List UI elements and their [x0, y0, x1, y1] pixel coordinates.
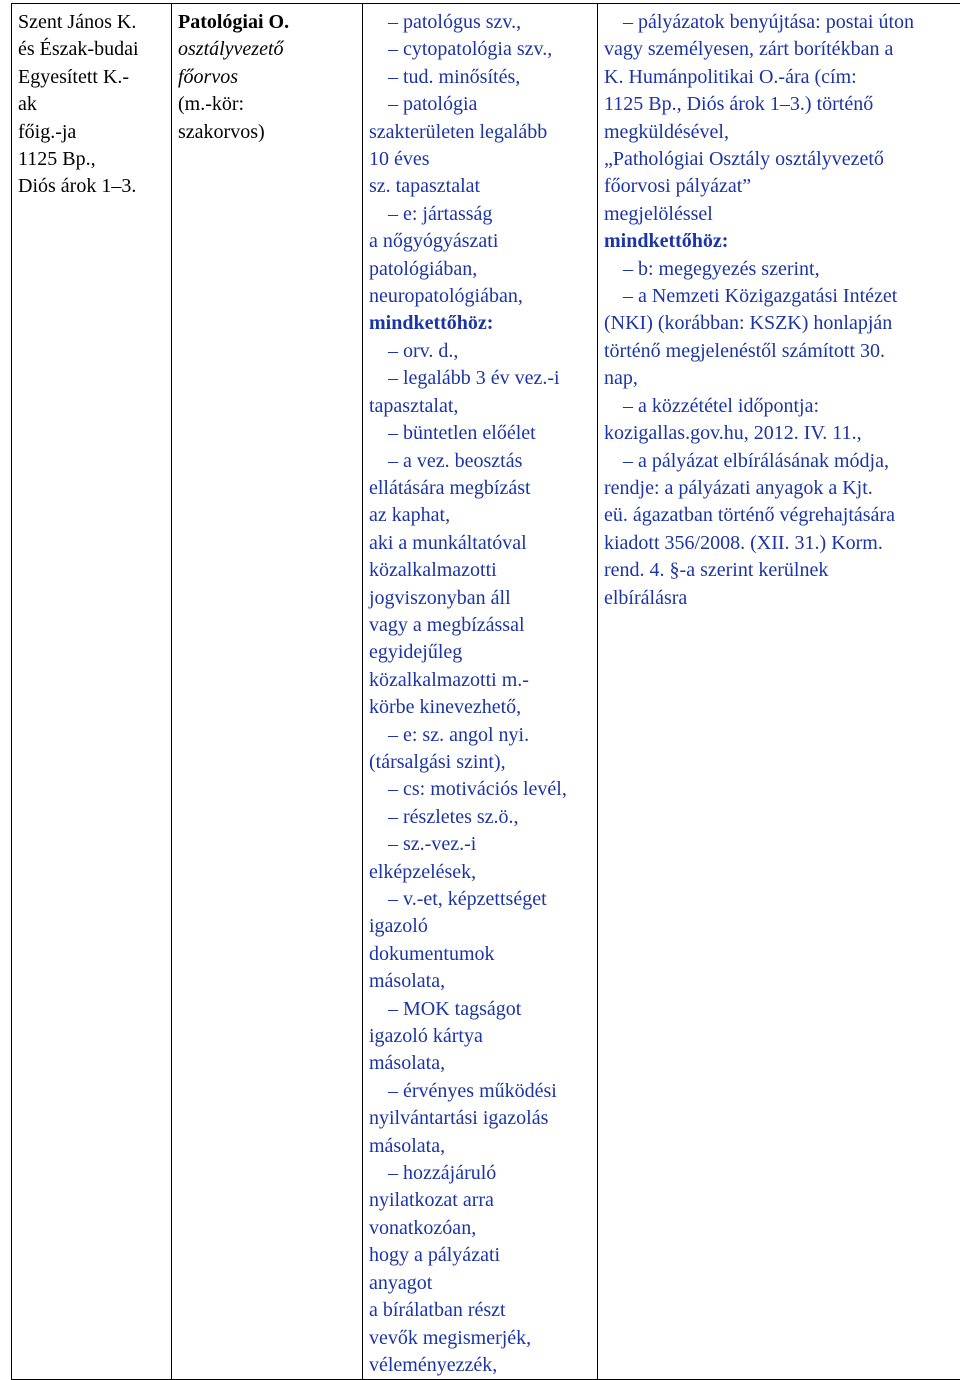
application-line: rendje: a pályázati anyagok a Kjt.: [604, 475, 959, 502]
requirement-line: vevők megismerjék,: [369, 1325, 591, 1352]
position-role-line-2: főorvos: [178, 64, 356, 91]
application-line: eü. ágazatban történő végrehajtására: [604, 502, 959, 529]
requirement-line: egyidejűleg: [369, 639, 591, 666]
requirement-line: – MOK tagságot: [369, 996, 591, 1023]
application-line: – a pályázat elbírálásának módja,: [604, 448, 959, 475]
application-details: [604, 9, 959, 612]
requirement-line: ellátására megbízást: [369, 475, 591, 502]
requirement-line: vonatkozóan,: [369, 1215, 591, 1242]
position-kor-line-2: szakorvos): [178, 119, 356, 146]
requirement-line: 10 éves: [369, 146, 591, 173]
application-cell: [598, 4, 960, 1380]
requirement-line: a bírálatban részt: [369, 1297, 591, 1324]
requirement-line: – részletes sz.ö.,: [369, 804, 591, 831]
department-title: Patológiai O.: [178, 9, 356, 36]
requirement-line: – e: sz. angol nyi.: [369, 722, 591, 749]
requirement-line: – érvényes működési: [369, 1078, 591, 1105]
requirement-line: mindkettőhöz:: [369, 310, 591, 337]
application-line: nap,: [604, 365, 959, 392]
application-line: megküldésével,: [604, 119, 959, 146]
requirement-line: vagy a megbízással: [369, 612, 591, 639]
application-line: – a Nemzeti Közigazgatási Intézet: [604, 283, 959, 310]
employer-line: és Észak-budai: [18, 36, 165, 63]
application-line: „Pathológiai Osztály osztályvezető: [604, 146, 959, 173]
requirement-line: anyagot: [369, 1270, 591, 1297]
requirement-line: másolata,: [369, 1050, 591, 1077]
application-line: mindkettőhöz:: [604, 228, 959, 255]
requirement-line: nyilvántartási igazolás: [369, 1105, 591, 1132]
employer-line: Egyesített K.-: [18, 64, 165, 91]
requirement-line: – legalább 3 év vez.-i: [369, 365, 591, 392]
requirement-line: közalkalmazotti m.-: [369, 667, 591, 694]
requirement-line: az kaphat,: [369, 502, 591, 529]
application-line: kiadott 356/2008. (XII. 31.) Korm.: [604, 530, 959, 557]
application-line: kozigallas.gov.hu, 2012. IV. 11.,: [604, 420, 959, 447]
requirement-line: – v.-et, képzettséget: [369, 886, 591, 913]
table-row: [12, 4, 960, 1380]
employer-cell: [12, 4, 172, 1380]
employer-line: főig.-ja: [18, 119, 165, 146]
employer-text: [18, 9, 165, 201]
application-line: rend. 4. §-a szerint kerülnek: [604, 557, 959, 584]
requirement-line: jogviszonyban áll: [369, 585, 591, 612]
job-listing-table: [11, 3, 960, 1380]
application-line: történő megjelenéstől számított 30.: [604, 338, 959, 365]
requirement-line: igazoló: [369, 913, 591, 940]
requirement-line: neuropatológiában,: [369, 283, 591, 310]
requirement-line: a nőgyógyászati: [369, 228, 591, 255]
requirement-line: másolata,: [369, 1133, 591, 1160]
requirement-line: tapasztalat,: [369, 393, 591, 420]
requirement-line: (társalgási szint),: [369, 749, 591, 776]
application-line: főorvosi pályázat”: [604, 173, 959, 200]
requirement-line: szakterületen legalább: [369, 119, 591, 146]
requirement-line: elképzelések,: [369, 859, 591, 886]
employer-line: Diós árok 1–3.: [18, 173, 165, 200]
employer-line: 1125 Bp.,: [18, 146, 165, 173]
requirement-line: aki a munkáltatóval: [369, 530, 591, 557]
position-role-line-1: osztályvezető: [178, 36, 356, 63]
requirement-line: – a vez. beosztás: [369, 448, 591, 475]
requirement-line: másolata,: [369, 968, 591, 995]
requirement-line: körbe kinevezhető,: [369, 694, 591, 721]
requirement-line: – orv. d.,: [369, 338, 591, 365]
requirement-line: igazoló kártya: [369, 1023, 591, 1050]
requirement-line: – patológia: [369, 91, 591, 118]
application-line: – a közzététel időpontja:: [604, 393, 959, 420]
application-line: (NKI) (korábban: KSZK) honlapján: [604, 310, 959, 337]
application-line: K. Humánpolitikai O.-ára (cím:: [604, 64, 959, 91]
requirements-cell: [363, 4, 598, 1380]
requirement-line: hogy a pályázati: [369, 1242, 591, 1269]
requirement-line: sz. tapasztalat: [369, 173, 591, 200]
requirement-line: – sz.-vez.-i: [369, 831, 591, 858]
application-line: elbírálásra: [604, 585, 959, 612]
position-kor-line-1: (m.-kör:: [178, 91, 356, 118]
requirement-line: közalkalmazotti: [369, 557, 591, 584]
application-line: vagy személyesen, zárt borítékban a: [604, 36, 959, 63]
application-line: megjelöléssel: [604, 201, 959, 228]
requirements-list: [369, 9, 591, 1379]
requirement-line: nyilatkozat arra: [369, 1187, 591, 1214]
requirement-line: – hozzájáruló: [369, 1160, 591, 1187]
employer-line: ak: [18, 91, 165, 118]
requirement-line: patológiában,: [369, 256, 591, 283]
requirement-line: véleményezzék,: [369, 1352, 591, 1379]
employer-line: Szent János K.: [18, 9, 165, 36]
position-cell: [172, 4, 363, 1380]
requirement-line: – cs: motivációs levél,: [369, 776, 591, 803]
application-line: 1125 Bp., Diós árok 1–3.) történő: [604, 91, 959, 118]
requirement-line: – cytopatológia szv.,: [369, 36, 591, 63]
application-line: – pályázatok benyújtása: postai úton: [604, 9, 959, 36]
requirement-line: – patológus szv.,: [369, 9, 591, 36]
requirement-line: – tud. minősítés,: [369, 64, 591, 91]
requirement-line: – büntetlen előélet: [369, 420, 591, 447]
requirement-line: – e: jártasság: [369, 201, 591, 228]
requirement-line: dokumentumok: [369, 941, 591, 968]
application-line: – b: megegyezés szerint,: [604, 256, 959, 283]
